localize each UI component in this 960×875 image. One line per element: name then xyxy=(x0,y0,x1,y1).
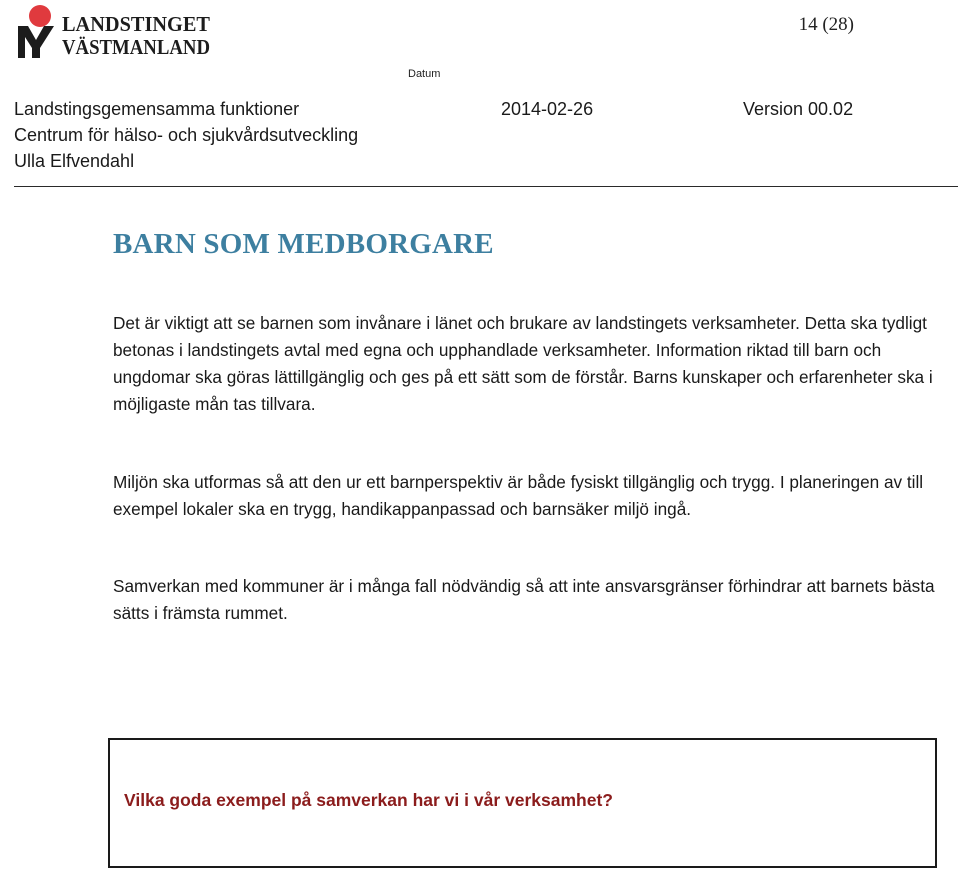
question-box xyxy=(108,738,937,868)
datum-label: Datum xyxy=(408,68,441,80)
question-text: Vilka goda exempel på samverkan har vi i vår verksamhet? xyxy=(124,790,613,810)
header-version: Version 00.02 xyxy=(743,99,854,119)
page-title: BARN SOM MEDBORGARE xyxy=(113,228,494,260)
logo-emblem-icon xyxy=(14,4,214,60)
logo-line2: VÄSTMANLAND xyxy=(62,35,210,59)
paragraph-environment: Miljön ska utformas så att den ur ett barnperspektiv är både fysiskt tillgänglig och trygg. I planeringen av till exempel lokaler ska en trygg, handikappanpassad och barnsäker miljö ingå. xyxy=(113,472,924,519)
header-department: Landstingsgemensamma funktioner xyxy=(14,99,300,119)
logo-line1: LANDSTINGET xyxy=(62,12,210,36)
paragraph-citizens: Det är viktigt att se barnen som invånare i länet och brukare av landstingets verksamheter. Detta ska tydligt betonas i landstingets avtal med egna och upphandlade verksamheter. Information riktad till barn och ungdomar ska göras lättillgänglig och ges på ett sätt som de förstår. Barns kunskaper och erfarenheter ska i möjligaste mån tas tillvara. xyxy=(113,313,933,414)
page-number: 14 (28) xyxy=(798,14,854,35)
header-unit: Centrum för hälso- och sjukvårdsutveckling xyxy=(14,125,359,145)
header-divider xyxy=(14,186,958,187)
landstinget-logo xyxy=(14,4,214,60)
paragraph-cooperation: Samverkan med kommuner är i många fall nödvändig så att inte ansvarsgränser förhindrar att barnets bästa sätts i främsta rummet. xyxy=(113,576,935,623)
header-author: Ulla Elfvendahl xyxy=(14,151,135,171)
header-date: 2014-02-26 xyxy=(501,99,594,119)
